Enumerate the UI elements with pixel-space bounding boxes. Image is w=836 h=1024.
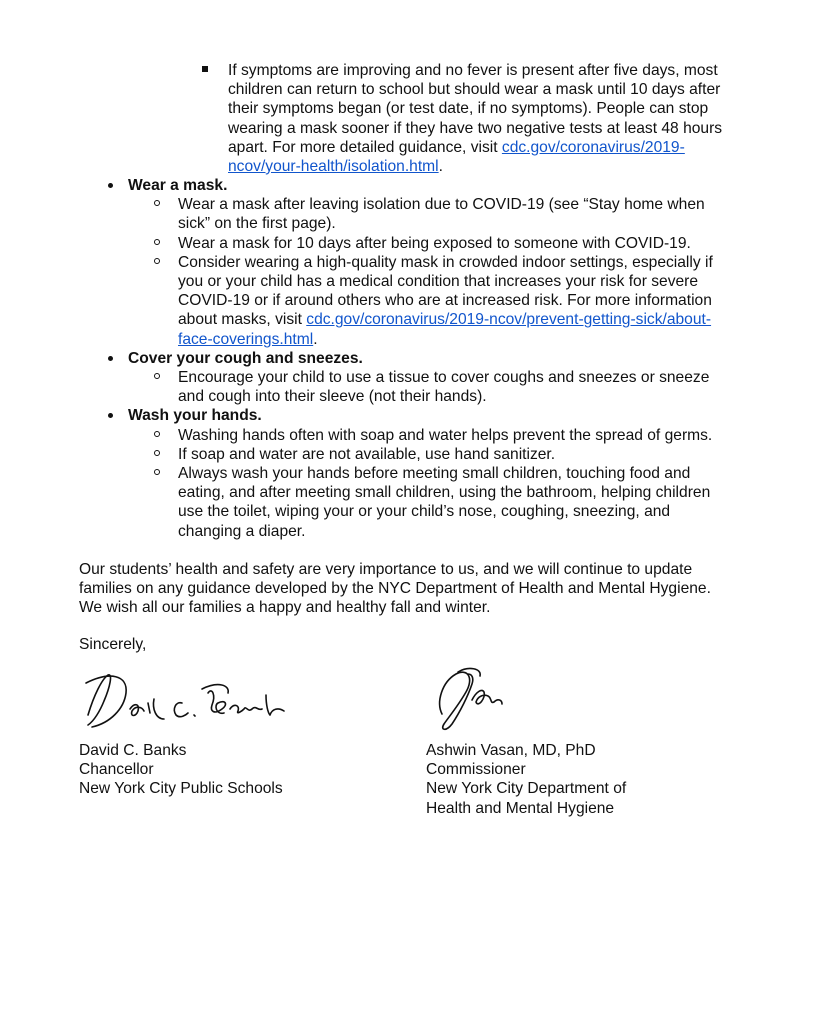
text-line: wearing a mask sooner if they have two negative tests at least 48 hours: [228, 119, 723, 137]
section-cover-cough: [128, 349, 768, 407]
section-title: Cover your cough and sneezes.: [128, 349, 363, 367]
text-line: Wear a mask for 10 days after being exposed to someone with COVID-19.: [178, 234, 691, 252]
text-line: Wear a mask after leaving isolation due to COVID-19 (see “Stay home when: [178, 196, 705, 214]
list-item: [178, 253, 768, 349]
sub-list: [128, 368, 768, 406]
text-line: Consider wearing a high-quality mask in crowded indoor settings, especially if: [178, 253, 713, 271]
list-item: [178, 426, 768, 445]
sub-list: [128, 426, 768, 541]
signer-name: Ashwin Vasan, MD, PhD: [426, 742, 596, 759]
signer-org-line1: New York City Department of: [426, 780, 627, 798]
bullet-icon: [108, 413, 113, 418]
closing-paragraph: [79, 560, 779, 618]
section-wash-hands: [128, 406, 768, 540]
hollow-bullet-icon: [154, 239, 160, 245]
text-segment: about masks, visit: [178, 311, 307, 329]
list-item: [178, 195, 768, 233]
text-line: [178, 330, 768, 349]
isolation-guidance-item: [228, 61, 788, 176]
cdc-isolation-link[interactable]: cdc.gov/coronavirus/2019-: [501, 138, 685, 156]
cdc-masks-link-continued[interactable]: face-coverings.html: [178, 330, 314, 348]
list-item: [178, 464, 768, 541]
text-segment: .: [313, 330, 318, 348]
list-item: [178, 445, 768, 464]
text-line: you or your child has a medical condition that increases your risk for severe: [178, 273, 699, 291]
text-line: If soap and water are not available, use hand sanitizer.: [178, 445, 556, 463]
hollow-bullet-icon: [154, 431, 160, 437]
list-item: [178, 234, 768, 253]
text-line: Encourage your child to use a tissue to cover coughs and sneezes or sneeze: [178, 369, 710, 387]
text-segment: apart. For more detailed guidance, visit: [228, 138, 502, 156]
cdc-isolation-link-continued[interactable]: ncov/your-health/isolation.html: [228, 158, 439, 176]
sign-off: Sincerely,: [79, 636, 147, 653]
signer-title: Commissioner: [426, 761, 526, 779]
text-line: families on any guidance developed by the NYC Department of Health and Mental Hygiene.: [79, 580, 711, 598]
section-title: Wash your hands.: [128, 407, 262, 425]
hollow-bullet-icon: [154, 373, 160, 379]
hollow-bullet-icon: [154, 200, 160, 206]
text-line: We wish all our families a happy and healthy fall and winter.: [79, 599, 491, 617]
signer-vasan: [426, 741, 626, 818]
text-line: [228, 138, 788, 157]
text-line: COVID-19 or if around others who are at increased risk. For more information: [178, 292, 712, 310]
text-line: Our students’ health and safety are very importance to us, and we will continue to update: [79, 561, 693, 578]
text-segment: .: [438, 158, 443, 176]
text-line: and cough into their sleeve (not their hands).: [178, 388, 487, 406]
section-wear-mask: [128, 176, 768, 349]
text-line: Washing hands often with soap and water helps prevent the spread of germs.: [178, 426, 713, 444]
text-line: [228, 157, 788, 176]
hollow-bullet-icon: [154, 469, 160, 475]
hollow-bullet-icon: [154, 258, 160, 264]
signer-name: David C. Banks: [79, 742, 187, 759]
bullet-icon: [108, 356, 113, 361]
square-bullet-icon: [202, 66, 208, 72]
signer-org: New York City Public Schools: [79, 780, 283, 798]
text-line: eating, and after meeting small children, using the bathroom, helping children: [178, 484, 711, 502]
text-line: use the toilet, wiping your or your child’s nose, coughing, sneezing, and: [178, 503, 671, 521]
signature-banks-image: [80, 665, 305, 735]
cdc-masks-link[interactable]: cdc.gov/coronavirus/2019-ncov/prevent-getting-sick/about-: [306, 311, 712, 329]
section-title: Wear a mask.: [128, 177, 228, 194]
text-line: children can return to school but should wear a mask until 10 days after: [228, 81, 721, 99]
text-line: sick” on the first page).: [178, 215, 336, 233]
text-line: their symptoms began (or test date, if no symptoms). People can stop: [228, 100, 709, 118]
text-line: changing a diaper.: [178, 522, 306, 540]
hollow-bullet-icon: [154, 450, 160, 456]
signer-org-line2: Health and Mental Hygiene: [426, 799, 615, 817]
list-item: [178, 368, 768, 406]
sub-list: [128, 195, 768, 349]
bullet-icon: [108, 183, 113, 188]
signer-banks: [79, 741, 283, 799]
guidance-list: [128, 176, 768, 541]
signer-title: Chancellor: [79, 761, 154, 779]
signature-vasan-image: [428, 662, 528, 742]
text-line: [178, 310, 768, 329]
text-line: If symptoms are improving and no fever is present after five days, most: [228, 62, 718, 79]
text-line: Always wash your hands before meeting small children, touching food and: [178, 465, 691, 483]
